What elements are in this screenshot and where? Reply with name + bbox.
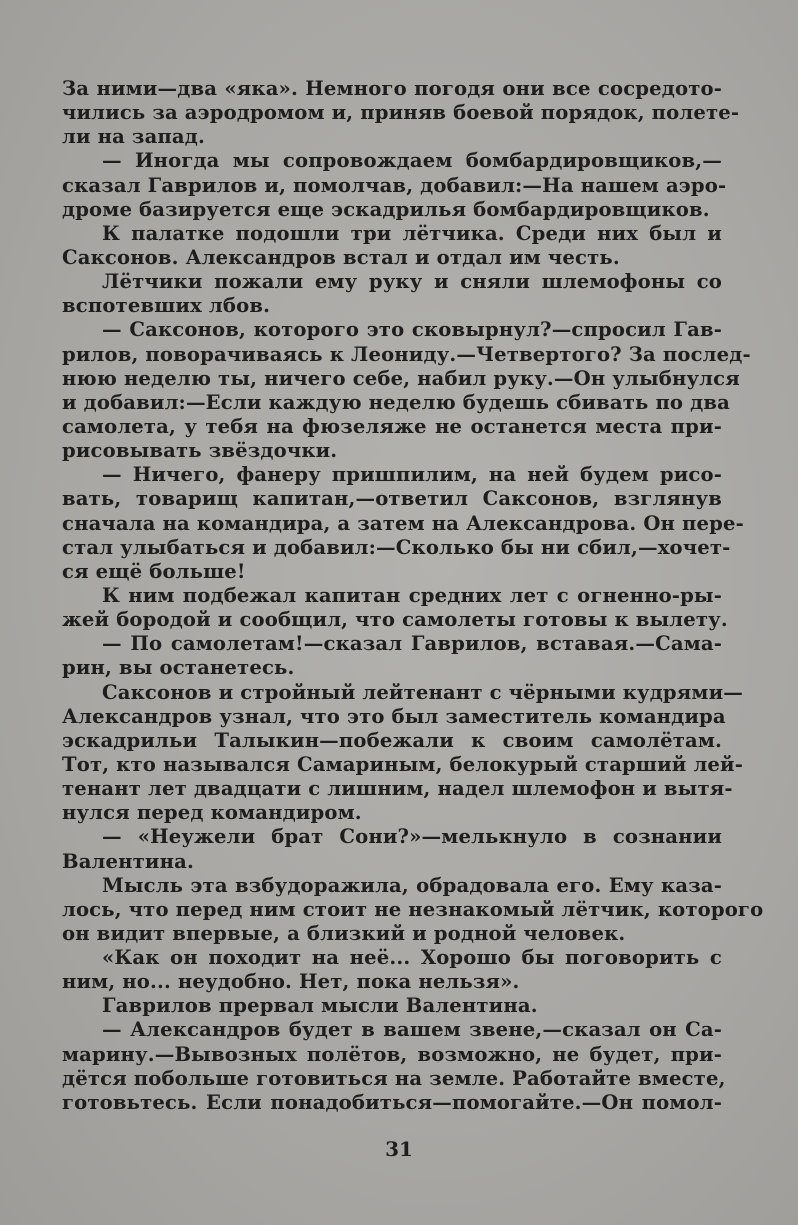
text-line: ним, но... неудобно. Нет, пока нельзя». xyxy=(62,970,520,994)
text-line: Гаврилов прервал мысли Валентина. xyxy=(102,994,538,1018)
text-line: жей бородой и сообщил, что самолеты готовы к вылету. xyxy=(62,608,728,632)
text-line: — Александров будет в вашем звене,—сказал он Са- xyxy=(102,1018,722,1042)
text-line: лось, что перед ним стоит не незнакомый лётчик, которого xyxy=(62,897,764,921)
page-text xyxy=(62,77,764,1115)
text-line: марину.—Вывозных полётов, возможно, не будет, при- xyxy=(62,1042,722,1066)
text-line: Мысль эта взбудоражила, обрадовала его. Ему каза- xyxy=(102,873,722,897)
text-line: ли на запад. xyxy=(62,125,205,149)
text-line: дроме базируется еще эскадрилья бомбардировщиков. xyxy=(62,197,710,221)
text-line: «Как он походит на неё... Хорошо бы поговорить с xyxy=(102,946,722,970)
text-line: Саксонов и стройный лейтенант с чёрными кудрями— xyxy=(102,680,744,704)
text-line: ся ещё больше! xyxy=(62,559,246,583)
text-line: вспотевших лбов. xyxy=(62,294,271,318)
text-line: За ними—два «яка». Немного погодя они все сосредото- xyxy=(62,77,722,100)
text-line: самолета, у тебя на фюзеляже не останется места при- xyxy=(62,414,722,438)
text-line: — Саксонов, которого это сковырнул?—спросил Гав- xyxy=(102,318,722,342)
text-line: Валентина. xyxy=(62,849,194,873)
text-line: стал улыбаться и добавил:—Сколько бы ни сбил,—хочет- xyxy=(62,535,731,559)
text-line: — «Неужели брат Сони?»—мелькнуло в сознании xyxy=(102,825,722,849)
text-line: вать, товарищ капитан,—ответил Саксонов, взглянув xyxy=(62,487,722,511)
text-line: он видит впервые, а близкий и родной человек. xyxy=(62,921,626,945)
text-line: сначала на командира, а затем на Александрова. Он пере- xyxy=(62,511,744,535)
text-line: эскадрильи Талыкин—побежали к своим самолётам. xyxy=(62,728,722,752)
text-line: рисовывать звёздочки. xyxy=(62,439,338,463)
text-line: тенант лет двадцати с лишним, надел шлемофон и вытя- xyxy=(62,777,733,801)
page-number: 31 xyxy=(385,1137,413,1161)
text-line: нулся перед командиром. xyxy=(62,801,362,825)
text-line: рин, вы останетесь. xyxy=(62,656,295,680)
text-line: К палатке подошли три лётчика. Среди них был и xyxy=(102,221,722,245)
text-line: дётся побольше готовиться на земле. Работайте вместе, xyxy=(62,1066,726,1090)
text-line: Лётчики пожали ему руку и сняли шлемофоны со xyxy=(102,270,722,294)
text-line: — По самолетам!—сказал Гаврилов, вставая.—Сама- xyxy=(102,632,722,656)
text-line: — Иногда мы сопровождаем бомбардировщиков,— xyxy=(102,149,722,173)
text-line: Александров узнал, что это был заместитель командира xyxy=(62,704,726,728)
text-line: чились за аэродромом и, приняв боевой порядок, полете- xyxy=(62,101,740,125)
text-line: и добавил:—Если каждую неделю будешь сбивать по два xyxy=(62,390,730,414)
text-line: готовьтесь. Если понадобиться—помогайте.—Он помол- xyxy=(62,1090,722,1114)
text-line: Саксонов. Александров встал и отдал им честь. xyxy=(62,245,620,269)
text-line: К ним подбежал капитан средних лет с огненно-ры- xyxy=(102,583,722,607)
text-line: рилов, поворачиваясь к Леониду.—Четвертого? За послед- xyxy=(62,342,751,366)
text-line: — Ничего, фанеру пришпилим, на ней будем рисо- xyxy=(102,463,722,487)
text-line: сказал Гаврилов и, помолчав, добавил:—На нашем аэро- xyxy=(62,173,727,197)
text-line: нюю неделю ты, ничего себе, набил руку.—Он улыбнулся xyxy=(62,366,740,390)
text-line: Тот, кто назывался Самариным, белокурый старший лей- xyxy=(62,752,743,776)
